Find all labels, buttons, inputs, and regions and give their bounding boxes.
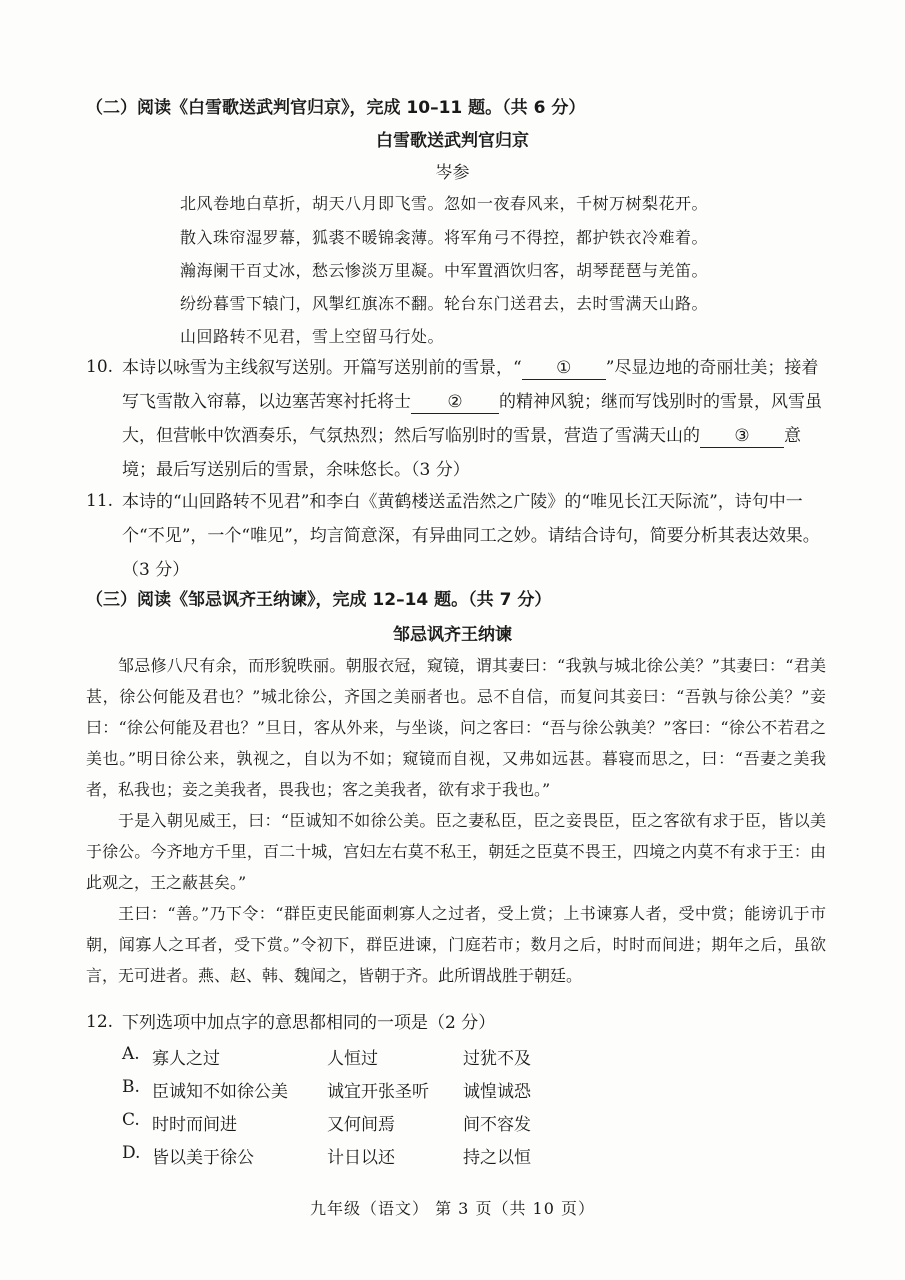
passage-paragraph: 邹忌修八尺有余，而形貌昳丽。朝服衣冠，窥镜，谓其妻曰：“我孰与城北徐公美？”其妻曰：“君美甚，徐公何能及君也？”城北徐公，齐国之美丽者也。忌不自信，而复问其妾曰：“吾孰与徐公美？”妾曰：“徐公何能及君也？”旦日，客从外来，与坐谈，问之客曰：“吾与徐公孰美？”客曰：“徐公不若君之美也。”明日徐公来，孰视之，自以为不如；窥镜而自视，又弗如远甚。暮寝而思之，曰：“吾妻之美我者，私我也；妾之美我者，畏我也；客之美我者，欲有求于我也。”	[86, 656, 826, 799]
option-label[interactable]: D.	[122, 1143, 141, 1163]
option-a-item: 寡人之过	[152, 1049, 220, 1069]
passage-paragraph: 于是入朝见威王，曰：“臣诚知不如徐公美。臣之妻私臣，臣之妾畏臣，臣之客欲有求于臣，皆以美于徐公。今齐地方千里，百二十城，宫妇左右莫不私王，朝廷之臣莫不畏王，四境之内莫不有求于王：由此观之，王之蔽甚矣。”	[86, 811, 826, 892]
poem-line: 散入珠帘湿罗幕，狐裘不暖锦衾薄。将军角弓不得控，都护铁衣冷难着。	[180, 228, 709, 247]
question-10	[86, 351, 826, 487]
option-b-item: 臣诚知不如徐公美	[152, 1082, 288, 1102]
option-c-item: 时时而间进	[152, 1115, 237, 1135]
poem-line: 纷纷暮雪下辕门，风掣红旗冻不翻。轮台东门送君去，去时雪满天山路。	[180, 294, 709, 313]
question-11	[86, 485, 826, 587]
passage-paragraph: 王曰：“善。”乃下令：“群臣吏民能面刺寡人之过者，受上赏；上书谏寡人者，受中赏；能谤讥于市朝，闻寡人之耳者，受下赏。”令初下，群臣进谏，门庭若市；数月之后，时时而间进；期年之后，虽欲言，无可进者。燕、赵、韩、魏闻之，皆朝于齐。此所谓战胜于朝廷。	[86, 904, 826, 985]
poem-line: 山回路转不见君，雪上空留马行处。	[180, 327, 445, 346]
option-d-item: 皆以美于徐公	[152, 1148, 254, 1168]
option-label[interactable]: B.	[122, 1077, 140, 1097]
question-12	[86, 1010, 826, 1036]
option-label[interactable]: C.	[122, 1110, 140, 1130]
poem-line: 北风卷地白草折，胡天八月即飞雪。忽如一夜春风来，千树万树梨花开。	[180, 194, 709, 213]
poem-title: 白雪歌送武判官归京	[376, 131, 529, 151]
option-c-item: 又何间焉	[327, 1115, 395, 1135]
option-a-item: 人恒过	[327, 1049, 378, 1069]
answer-blank-1[interactable]: ①	[522, 357, 606, 380]
question-text: 意境；最后写送别后的雪景，余味悠长。（3 分）	[122, 426, 801, 480]
option-d-item: 计日以还	[327, 1148, 395, 1168]
option-b-item: 诚宜开张圣听	[327, 1082, 429, 1102]
classical-passage	[86, 650, 826, 991]
question-number: 11.	[86, 491, 114, 511]
page-footer: 九年级（语文） 第 3 页（共 10 页）	[310, 1199, 595, 1218]
question-text: 的精神风貌；继而写饯别时的雪景，风雪虽大，但营帐中饮酒奏乐，气氛热烈；然后写临别时的雪景，营造了雪满天山的	[122, 392, 822, 446]
question-stem: 下列选项中加点字的意思都相同的一项是（2 分）	[122, 1013, 496, 1033]
option-label[interactable]: A.	[122, 1044, 140, 1064]
question-number: 12.	[86, 1012, 114, 1032]
passage-title: 邹忌讽齐王纳谏	[393, 625, 512, 645]
question-text: 本诗以咏雪为主线叙写送别。开篇写送别前的雪景，“	[122, 358, 522, 378]
question-text: 本诗的“山回路转不见君”和李白《黄鹤楼送孟浩然之广陵》的“唯见长江天际流”，诗句中一个“不见”，一个“唯见”，均言简意深，有异曲同工之妙。请结合诗句，简要分析其表达效果。（3 分）	[122, 492, 820, 580]
poem-author: 岑参	[435, 163, 470, 183]
option-c-item: 间不容发	[463, 1115, 531, 1135]
option-b-item: 诚惶诚恐	[463, 1082, 531, 1102]
section-2-heading: （二）阅读《白雪歌送武判官归京》，完成 10–11 题。（共 6 分）	[86, 98, 586, 118]
question-text: ”尽显边地的奇丽壮美；接着写飞雪散入帘幕，以边塞苦寒衬托将士	[122, 358, 819, 412]
option-d-item: 持之以恒	[463, 1148, 531, 1168]
section-3-heading: （三）阅读《邹忌讽齐王纳谏》，完成 12–14 题。（共 7 分）	[86, 590, 552, 610]
poem-line: 瀚海阑干百丈冰，愁云惨淡万里凝。中军置酒饮归客，胡琴琵琶与羌笛。	[180, 261, 709, 280]
option-a-item: 过犹不及	[463, 1049, 531, 1069]
answer-blank-3[interactable]: ③	[700, 425, 784, 448]
answer-blank-2[interactable]: ②	[411, 391, 499, 414]
question-number: 10.	[86, 357, 114, 377]
